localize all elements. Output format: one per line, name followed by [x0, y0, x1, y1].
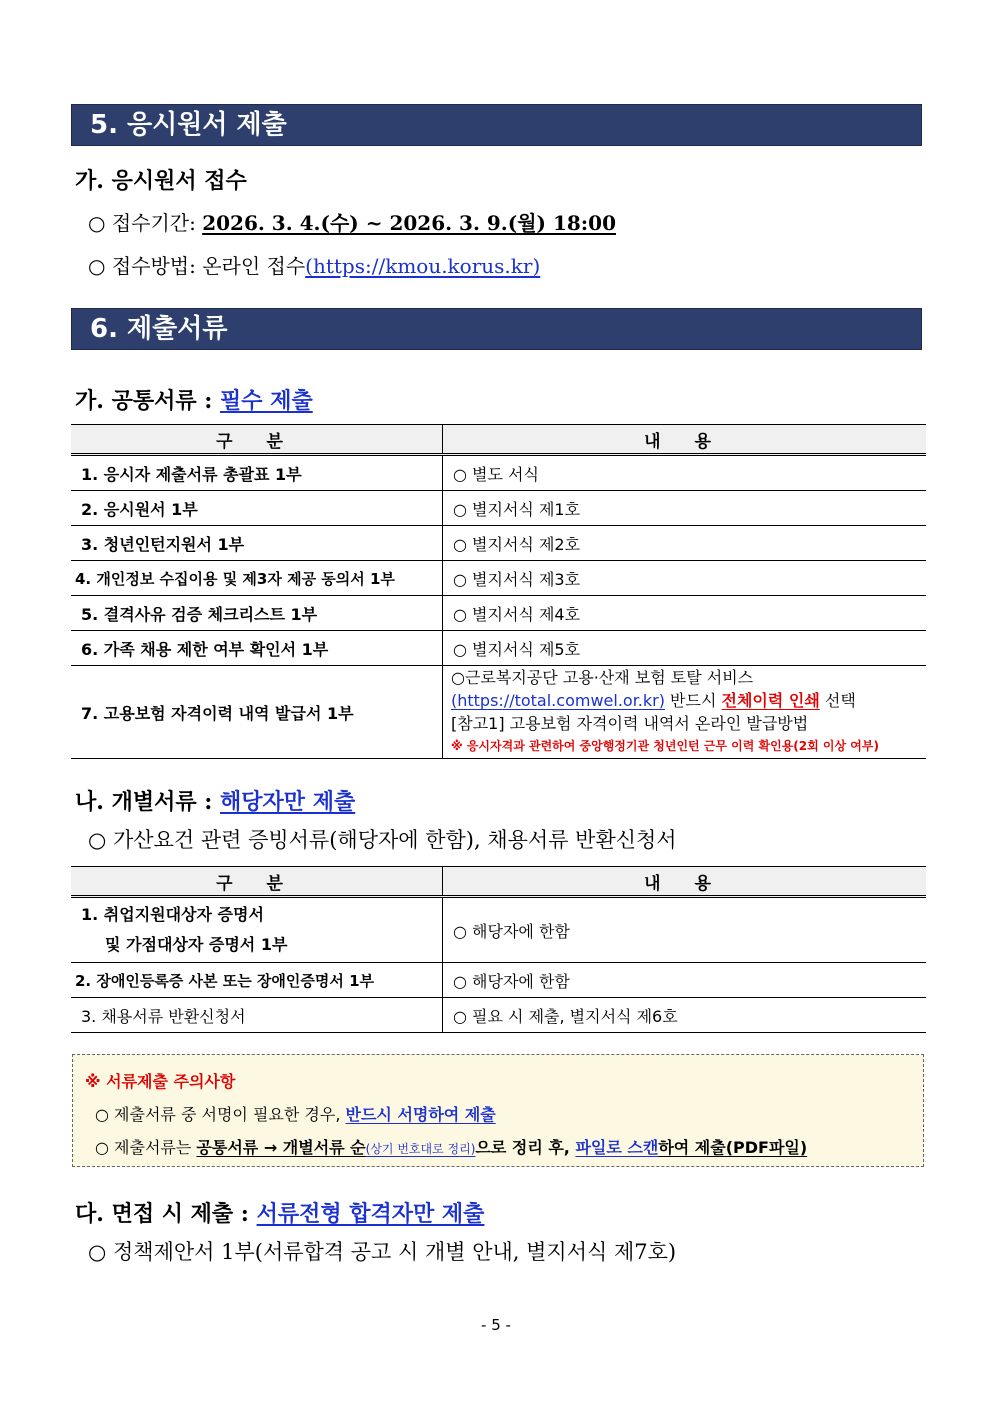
table-row [71, 963, 926, 998]
row7-note: ※ 응시자격과 관련하여 중앙행정기관 청년인턴 근무 이력 확인용(2회 이상 여부) [451, 739, 879, 753]
period-label: 접수기간: [111, 211, 203, 235]
header-content: 내 용 [443, 425, 927, 455]
row7-emphasis: 전체이력 인쇄 [721, 691, 820, 710]
row-name-line2: 및 가점대상자 증명서 1부 [105, 935, 288, 954]
row-name: 4. 개인정보 수집이용 및 제3자 제공 동의서 1부 [71, 561, 443, 596]
notice-line-1 [85, 1098, 911, 1131]
row-name: 6. 가족 채용 제한 여부 확인서 1부 [71, 631, 443, 666]
row-name: 3. 청년인턴지원서 1부 [71, 526, 443, 561]
row-name: 2. 장애인등록증 사본 또는 장애인증명서 1부 [71, 963, 443, 998]
table-row [71, 455, 926, 491]
section-5-banner: 5. 응시원서 제출 [71, 104, 922, 146]
row-content: ○ 별도 서식 [443, 455, 927, 491]
method-label: 접수방법: 온라인 접수 [111, 254, 306, 278]
notice-l1-pre: ○ 제출서류 중 서명이 필요한 경우, [95, 1105, 346, 1124]
subheading-common-docs [75, 384, 313, 415]
subheading-interview-docs [75, 1197, 484, 1228]
subheading-application-receipt: 가. 응시원서 접수 [75, 168, 247, 194]
row-content: ○ 별지서식 제3호 [443, 561, 927, 596]
row7-line2 [451, 689, 918, 712]
common-docs-label: 가. 공통서류 : [75, 388, 221, 414]
row-name [71, 897, 443, 963]
common-docs-table [71, 424, 926, 759]
application-url-link[interactable]: (https://kmou.korus.kr) [305, 254, 541, 278]
indiv-docs-emphasis: 해당자만 제출 [220, 789, 356, 815]
receipt-method-line [88, 250, 540, 279]
row7-line3: [참고1] 고용보험 자격이력 내역서 온라인 발급방법 [451, 714, 809, 733]
notice-l2-tail: 하여 제출(PDF파일) [658, 1138, 808, 1157]
submission-notice-box [72, 1054, 924, 1167]
receipt-period-line [88, 207, 616, 236]
bullet-icon: ○ [88, 211, 106, 235]
indiv-docs-label: 나. 개별서류 : [75, 789, 221, 815]
common-docs-emphasis: 필수 제출 [220, 388, 313, 414]
table-row [71, 666, 926, 759]
row-content: ○ 필요 시 제출, 별지서식 제6호 [443, 998, 927, 1033]
indiv-docs-line: ○ 가산요건 관련 증빙서류(해당자에 한함), 채용서류 반환신청서 [88, 828, 677, 852]
table-row [71, 998, 926, 1033]
header-category: 구 분 [71, 425, 443, 455]
interview-emphasis: 서류전형 합격자만 제출 [256, 1201, 485, 1227]
table-row [71, 631, 926, 666]
row-content [443, 666, 927, 759]
notice-l2-bold1: 공통서류 → 개별서류 순 [196, 1138, 366, 1157]
table-row [71, 897, 926, 963]
row7-tail: 선택 [819, 691, 856, 710]
table-row [71, 491, 926, 526]
page-number: - 5 - [481, 1316, 511, 1334]
row-content: ○ 별지서식 제2호 [443, 526, 927, 561]
individual-docs-table [71, 866, 926, 1033]
row-name: 2. 응시원서 1부 [71, 491, 443, 526]
row-name: 1. 응시자 제출서류 총괄표 1부 [71, 455, 443, 491]
notice-l2-small: (상기 번호대로 정리) [365, 1142, 476, 1156]
notice-line-2 [85, 1131, 911, 1164]
row-content: ○ 해당자에 한함 [443, 897, 927, 963]
notice-l2-bold2: 으로 정리 후, [475, 1138, 576, 1157]
table-row [71, 526, 926, 561]
notice-l1-emphasis: 반드시 서명하여 제출 [345, 1105, 496, 1124]
section-6-banner: 6. 제출서류 [71, 308, 922, 350]
interview-label: 다. 면접 시 제출 : [75, 1201, 257, 1227]
header-content: 내 용 [443, 867, 927, 897]
comwel-url-link[interactable]: (https://total.comwel.or.kr) [451, 691, 665, 710]
notice-title: ※ 서류제출 주의사항 [85, 1072, 236, 1091]
row-name-line1: 1. 취업지원대상자 증명서 [81, 905, 264, 924]
interview-line: ○ 정책제안서 1부(서류합격 공고 시 개별 안내, 별지서식 제7호) [88, 1240, 677, 1264]
period-value: 2026. 3. 4.(수) ~ 2026. 3. 9.(월) 18:00 [202, 211, 617, 235]
header-category: 구 분 [71, 867, 443, 897]
table-row [71, 596, 926, 631]
table-row [71, 561, 926, 596]
bullet-icon: ○ [88, 254, 106, 278]
row-name: 5. 결격사유 검증 체크리스트 1부 [71, 596, 443, 631]
subheading-individual-docs [75, 785, 355, 816]
row7-line1: ○근로복지공단 고용·산재 보험 토탈 서비스 [451, 668, 754, 687]
notice-l2-pre: ○ 제출서류는 [95, 1138, 197, 1157]
row7-mid: 반드시 [664, 691, 722, 710]
table-header-row [71, 425, 926, 455]
row-content: ○ 별지서식 제5호 [443, 631, 927, 666]
table-header-row [71, 867, 926, 897]
row-content: ○ 별지서식 제4호 [443, 596, 927, 631]
row-name: 3. 채용서류 반환신청서 [71, 998, 443, 1033]
row-content: ○ 별지서식 제1호 [443, 491, 927, 526]
row-name: 7. 고용보험 자격이력 내역 발급서 1부 [71, 666, 443, 759]
row-content: ○ 해당자에 한함 [443, 963, 927, 998]
notice-l2-emphasis: 파일로 스캔 [575, 1138, 659, 1157]
